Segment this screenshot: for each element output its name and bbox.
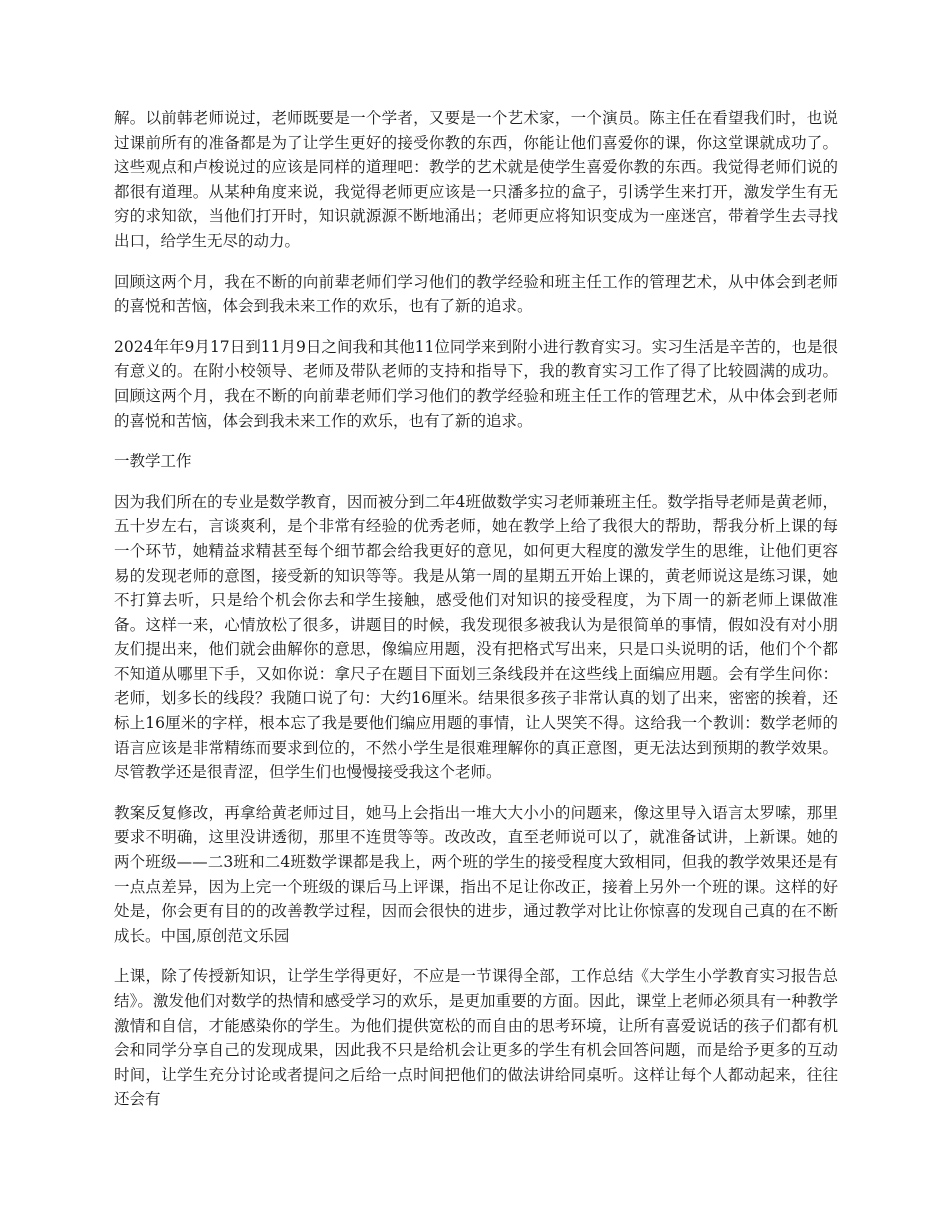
paragraph-classroom-teaching: 上课，除了传授新知识，让学生学得更好，不应是一节课得全部，工作总结《大学生小学教育实习报告总结》。激发他们对数学的热情和感受学习的欢乐，是更加重要的方面。因此，课堂上老师必须具有一种教学激情和自信，才能感染你的学生。为他们提供宽松的而自由的思考环境，让所有喜爱说话的孩子们都有机会和同学分享自己的发现成果，因此我不只是给机会让更多的学生有机会回答问题，而是给予更多的互动时间，让学生充分讨论或者提问之后给一点时间把他们的做法讲给同桌听。这样让每个人都动起来，往往还会有 <box>114 967 838 1109</box>
paragraph-internship-overview: 2024年年9月17日到11月9日之间我和其他11位同学来到附小进行教育实习。实习生活是辛苦的，也是很有意义的。在附小校领导、老师及带队老师的支持和指导下，我的教育实习工作了得了比较圆满的成功。回顾这两个月，我在不断的向前辈老师们学习他们的教学经验和班主任工作的管理艺术，从中体会到老师的喜悦和苦恼，体会到我未来工作的欢乐，也有了新的追求。 <box>114 337 838 430</box>
paragraph-review: 回顾这两个月，我在不断的向前辈老师们学习他们的教学经验和班主任工作的管理艺术，从中体会到老师的喜悦和苦恼，体会到我未来工作的欢乐，也有了新的追求。 <box>114 272 838 316</box>
paragraph-lesson-plan-revision: 教案反复修改，再拿给黄老师过目，她马上会指出一堆大大小小的问题来，像这里导入语言太罗嗦，那里要求不明确，这里没讲透彻，那里不连贯等等。改改改，直至老师说可以了，就准备试讲，上新课。她的两个班级——二3班和二4班数学课都是我上，两个班的学生的接受程度大致相同，但我的教学效果还是有一点点差异，因为上完一个班级的课后马上评课，指出不足让你改正，接着上另外一个班的课。这样的好处是，你会更有目的的改善教学过程，因而会很快的进步，通过教学对比让你惊喜的发现自己真的在不断成长。中国,原创范文乐园 <box>114 803 838 945</box>
section-heading-teaching-work: 一教学工作 <box>114 452 192 471</box>
paragraph-intro-continuation: 解。以前韩老师说过，老师既要是一个学者，又要是一个艺术家，一个演员。陈主任在看望我们时，也说过课前所有的准备都是为了让学生更好的接受你教的东西，你能让他们喜爱你的课，你这堂课就成功了。这些观点和卢梭说过的应该是同样的道理吧：教学的艺术就是使学生喜爱你教的东西。我觉得老师们说的都很有道理。从某种角度来说，我觉得老师更应该是一只潘多拉的盒子，引诱学生来打开，激发学生有无穷的求知欲，当他们打开时，知识就源源不断地涌出；老师更应将知识变成为一座迷宫，带着学生去寻找出口，给学生无尽的动力。 <box>114 109 838 250</box>
paragraph-teaching-experience: 因为我们所在的专业是数学教育，因而被分到二年4班做数学实习老师兼班主任。数学指导老师是黄老师，五十岁左右，言谈爽利，是个非常有经验的优秀老师，她在教学上给了我很大的帮助，帮我分析上课的每一个环节，她精益求精甚至每个细节都会给我更好的意见，如何更大程度的激发学生的思维，让他们更容易的发现老师的意图，接受新的知识等等。我是从第一周的星期五开始上课的，黄老师说这是练习课，她不打算去听，只是给个机会你去和学生接触，感受他们对知识的接受程度，为下周一的新老师上课做准备。这样一来，心情放松了很多，讲题目的时候，我发现很多被我认为是很简单的事情，假如没有对小朋友们提出来，他们就会曲解你的意思，像编应用题，没有把格式写出来，只是口头说明的话，他们个个都不知道从哪里下手，又如你说：拿尺子在题目下面划三条线段并在这些线上面编应用题。会有学生问你：老师，划多长的线段？我随口说了句：大约16厘米。结果很多孩子非常认真的划了出来，密密的挨着，还标上16厘米的字样，根本忘了我是要他们编应用题的事情，让人哭笑不得。这给我一个教训：数学老师的语言应该是非常精练而要求到位的，不然小学生是很难理解你的真正意图，更无法达到预期的教学效果。尽管教学还是很青涩，但学生们也慢慢接受我这个老师。 <box>114 492 838 782</box>
